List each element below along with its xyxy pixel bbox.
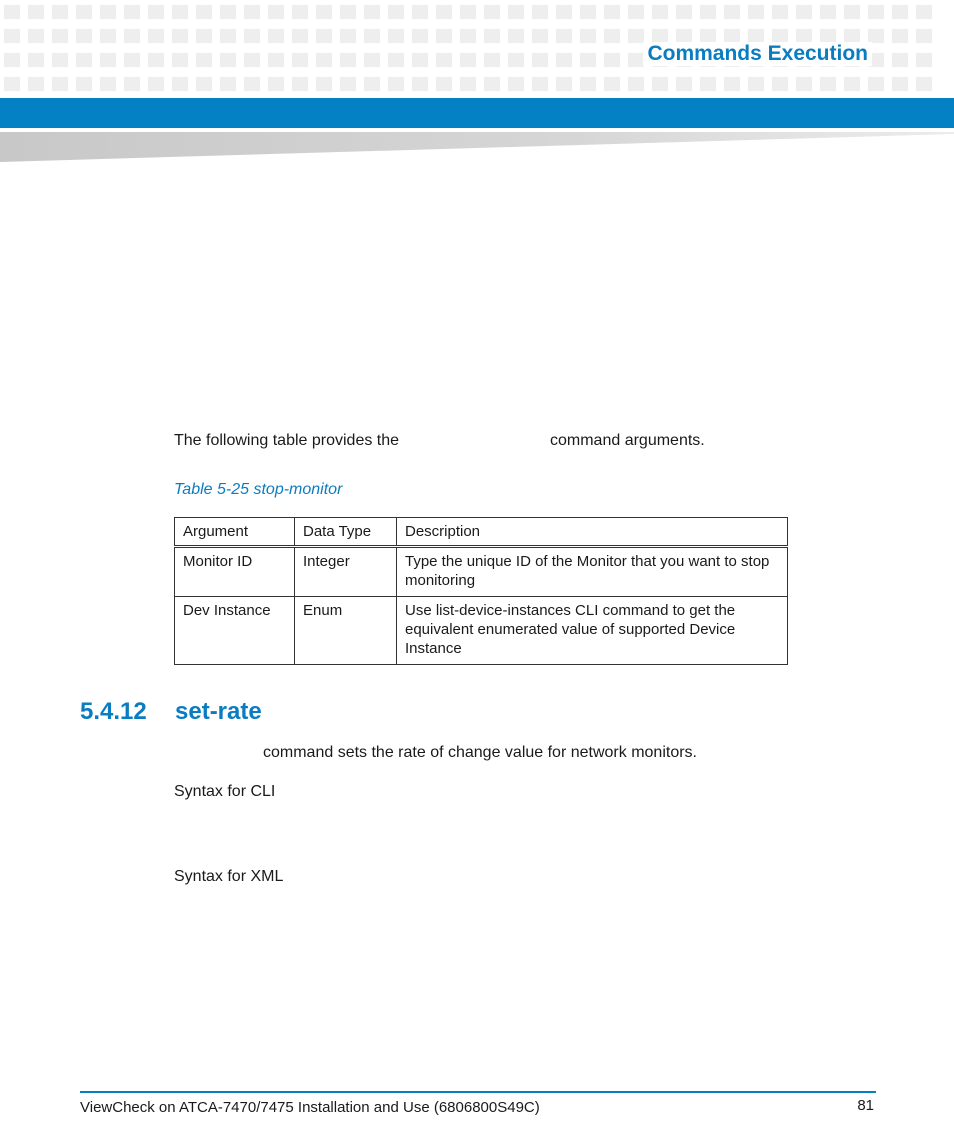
column-header-data-type: Data Type bbox=[295, 518, 397, 547]
cell-argument: Monitor ID bbox=[175, 547, 295, 597]
header-pattern-square bbox=[28, 5, 44, 19]
section-number: 5.4.12 bbox=[80, 698, 147, 725]
header-pattern-square bbox=[508, 29, 524, 43]
header-pattern-square bbox=[916, 29, 932, 43]
header-pattern-square bbox=[76, 29, 92, 43]
header-pattern-square bbox=[892, 77, 908, 91]
header-pattern-square bbox=[772, 5, 788, 19]
header-pattern-square bbox=[628, 53, 644, 67]
header-pattern-square bbox=[820, 77, 836, 91]
header-pattern-square bbox=[4, 5, 20, 19]
column-header-description: Description bbox=[397, 518, 788, 547]
header-pattern-square bbox=[220, 77, 236, 91]
header-pattern-square bbox=[748, 5, 764, 19]
header-pattern-square bbox=[724, 77, 740, 91]
header-pattern-square bbox=[844, 77, 860, 91]
header-pattern-square bbox=[676, 29, 692, 43]
header-pattern-square bbox=[76, 5, 92, 19]
header-pattern-square bbox=[4, 77, 20, 91]
header-pattern-square bbox=[700, 77, 716, 91]
header-pattern-square bbox=[124, 53, 140, 67]
header-pattern-square bbox=[52, 77, 68, 91]
header-pattern-square bbox=[892, 29, 908, 43]
header-pattern-square bbox=[484, 29, 500, 43]
header-pattern-square bbox=[532, 77, 548, 91]
header-pattern-square bbox=[172, 77, 188, 91]
header-grey-wedge bbox=[0, 132, 954, 164]
header-pattern-square bbox=[580, 29, 596, 43]
header-pattern-square bbox=[796, 29, 812, 43]
header-pattern-square bbox=[340, 5, 356, 19]
header-pattern-square bbox=[388, 5, 404, 19]
header-pattern-square bbox=[436, 29, 452, 43]
header-pattern-square bbox=[484, 53, 500, 67]
column-header-argument: Argument bbox=[175, 518, 295, 547]
footer-document-title: ViewCheck on ATCA-7470/7475 Installation and Use (6806800S49C) bbox=[80, 1099, 540, 1116]
header-pattern-square bbox=[796, 77, 812, 91]
header-pattern-square bbox=[148, 5, 164, 19]
header-pattern-square bbox=[412, 29, 428, 43]
cell-data-type: Integer bbox=[295, 547, 397, 597]
header-section-title: Commands Execution bbox=[643, 42, 872, 66]
header-pattern-square bbox=[292, 29, 308, 43]
header-pattern-square bbox=[340, 53, 356, 67]
header-pattern-square bbox=[148, 29, 164, 43]
header-pattern-square bbox=[364, 29, 380, 43]
header-pattern-square bbox=[532, 5, 548, 19]
header-pattern-square bbox=[172, 53, 188, 67]
header-pattern-square bbox=[100, 29, 116, 43]
header-pattern-square bbox=[244, 77, 260, 91]
header-pattern-square bbox=[316, 5, 332, 19]
header-pattern-square bbox=[484, 5, 500, 19]
header-pattern-square bbox=[652, 29, 668, 43]
header-pattern-square bbox=[868, 5, 884, 19]
header-pattern-square bbox=[556, 53, 572, 67]
cell-description: Type the unique ID of the Monitor that you want to stop monitoring bbox=[397, 547, 788, 597]
header-pattern-square bbox=[628, 77, 644, 91]
table-caption: Table 5-25 stop-monitor bbox=[174, 481, 343, 498]
header-pattern-square bbox=[220, 53, 236, 67]
header-pattern-square bbox=[676, 5, 692, 19]
header-pattern-square bbox=[124, 5, 140, 19]
header-pattern-square bbox=[868, 29, 884, 43]
footer-rule bbox=[80, 1091, 876, 1093]
header-pattern-square bbox=[316, 29, 332, 43]
table-row bbox=[175, 547, 788, 597]
header-pattern-square bbox=[508, 53, 524, 67]
header-pattern-square bbox=[628, 5, 644, 19]
header-pattern-square bbox=[700, 29, 716, 43]
header-pattern-square bbox=[292, 53, 308, 67]
table-header-row bbox=[175, 518, 788, 547]
header-pattern-square bbox=[316, 77, 332, 91]
header-pattern-square bbox=[580, 77, 596, 91]
header-pattern-square bbox=[76, 53, 92, 67]
header-pattern-square bbox=[436, 5, 452, 19]
header-pattern-square bbox=[820, 5, 836, 19]
header-pattern-square bbox=[148, 77, 164, 91]
header-pattern-square bbox=[556, 77, 572, 91]
header-pattern-square bbox=[412, 5, 428, 19]
header-pattern-square bbox=[364, 53, 380, 67]
arguments-table bbox=[174, 517, 788, 665]
header-pattern-square bbox=[4, 53, 20, 67]
header-pattern-square bbox=[268, 5, 284, 19]
intro-text-before: The following table provides the bbox=[174, 432, 400, 449]
header-pattern-square bbox=[340, 29, 356, 43]
header-pattern-square bbox=[364, 77, 380, 91]
cell-data-type: Enum bbox=[295, 597, 397, 665]
header-pattern-square bbox=[724, 29, 740, 43]
header-pattern-square bbox=[244, 5, 260, 19]
header-pattern-square bbox=[532, 29, 548, 43]
header-pattern-square bbox=[532, 53, 548, 67]
header-pattern-square bbox=[172, 5, 188, 19]
header-pattern-square bbox=[148, 53, 164, 67]
footer-page-number: 81 bbox=[857, 1097, 874, 1114]
header-pattern-square bbox=[676, 77, 692, 91]
header-pattern-square bbox=[892, 5, 908, 19]
header-pattern-square bbox=[292, 5, 308, 19]
header-pattern-square bbox=[388, 77, 404, 91]
header-pattern-square bbox=[460, 5, 476, 19]
header-pattern-square bbox=[196, 5, 212, 19]
header-pattern-square bbox=[100, 77, 116, 91]
cell-description: Use list-device-instances CLI command to get the equivalent enumerated value of supported Device Instance bbox=[397, 597, 788, 665]
header-pattern-square bbox=[772, 29, 788, 43]
header-pattern-square bbox=[508, 77, 524, 91]
header-pattern-square bbox=[340, 77, 356, 91]
header-pattern-square bbox=[100, 53, 116, 67]
header-pattern-square bbox=[604, 77, 620, 91]
header-pattern-square bbox=[820, 29, 836, 43]
header-pattern-square bbox=[28, 53, 44, 67]
header-pattern-square bbox=[52, 53, 68, 67]
header-pattern-square bbox=[316, 53, 332, 67]
header-pattern-square bbox=[892, 53, 908, 67]
header-pattern-square bbox=[124, 77, 140, 91]
header-pattern-square bbox=[484, 77, 500, 91]
header-pattern-square bbox=[916, 5, 932, 19]
header-pattern-square bbox=[388, 29, 404, 43]
header-pattern-square bbox=[580, 53, 596, 67]
header-pattern-square bbox=[268, 53, 284, 67]
syntax-xml-label: Syntax for XML bbox=[174, 868, 284, 885]
header-pattern-square bbox=[220, 29, 236, 43]
header-pattern-square bbox=[604, 53, 620, 67]
header-pattern-square bbox=[268, 29, 284, 43]
header-pattern-square bbox=[748, 77, 764, 91]
header-pattern-square bbox=[220, 5, 236, 19]
header-pattern-square bbox=[916, 77, 932, 91]
header-pattern-square bbox=[604, 5, 620, 19]
header-pattern-square bbox=[508, 5, 524, 19]
header-pattern-square bbox=[388, 53, 404, 67]
section-heading bbox=[80, 698, 262, 726]
header-pattern-square bbox=[844, 29, 860, 43]
header-pattern-square bbox=[4, 29, 20, 43]
header-pattern-square bbox=[556, 5, 572, 19]
header-pattern-square bbox=[844, 5, 860, 19]
header-pattern-square bbox=[916, 53, 932, 67]
header-pattern-square bbox=[748, 29, 764, 43]
header-pattern-square bbox=[652, 5, 668, 19]
section-title-text: set-rate bbox=[175, 698, 262, 725]
header-pattern-square bbox=[604, 29, 620, 43]
header-pattern-square bbox=[628, 29, 644, 43]
header-pattern-square bbox=[28, 77, 44, 91]
header-pattern-square bbox=[100, 5, 116, 19]
header-pattern-square bbox=[52, 29, 68, 43]
header-pattern-square bbox=[868, 77, 884, 91]
header-pattern-square bbox=[28, 29, 44, 43]
header-pattern-square bbox=[460, 53, 476, 67]
intro-text-after: command arguments. bbox=[550, 432, 705, 449]
header-pattern-square bbox=[244, 53, 260, 67]
header-pattern-square bbox=[580, 5, 596, 19]
header-pattern-square bbox=[268, 77, 284, 91]
header-pattern-square bbox=[124, 29, 140, 43]
header-pattern-square bbox=[652, 77, 668, 91]
header-pattern-square bbox=[556, 29, 572, 43]
header-pattern-square bbox=[52, 5, 68, 19]
header-pattern-square bbox=[196, 29, 212, 43]
header-pattern-square bbox=[460, 77, 476, 91]
header-pattern-square bbox=[412, 53, 428, 67]
header-pattern-square bbox=[796, 5, 812, 19]
header-pattern-square bbox=[460, 29, 476, 43]
header-pattern-square bbox=[772, 77, 788, 91]
header-pattern-square bbox=[292, 77, 308, 91]
cell-argument: Dev Instance bbox=[175, 597, 295, 665]
table-row bbox=[175, 597, 788, 665]
header-pattern-square bbox=[196, 77, 212, 91]
header-pattern-square bbox=[196, 53, 212, 67]
header-pattern-square bbox=[436, 77, 452, 91]
header-pattern-square bbox=[436, 53, 452, 67]
header-pattern-square bbox=[172, 29, 188, 43]
header-blue-band bbox=[0, 98, 954, 128]
header-pattern-square bbox=[700, 5, 716, 19]
section-description: command sets the rate of change value for network monitors. bbox=[263, 744, 697, 761]
header-pattern-square bbox=[724, 5, 740, 19]
header-pattern-square bbox=[76, 77, 92, 91]
syntax-cli-label: Syntax for CLI bbox=[174, 783, 276, 800]
header-pattern-square bbox=[412, 77, 428, 91]
header-pattern-square bbox=[364, 5, 380, 19]
header-pattern-square bbox=[244, 29, 260, 43]
